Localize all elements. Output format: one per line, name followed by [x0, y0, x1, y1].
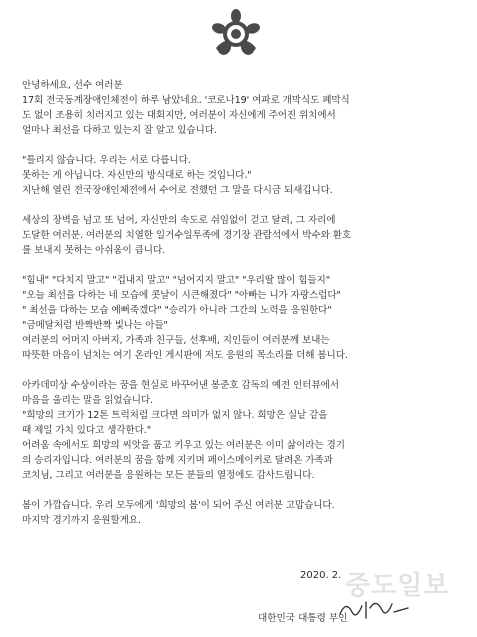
- paragraph-line: 세상의 장벽을 넘고 또 넘어, 자신만의 속도로 쉬임없이 걷고 달려, 그 자리에: [22, 215, 336, 226]
- paragraph-line: 도달한 여러분. 여러분의 치열한 일거수일투족에 경기장 관람석에서 박수와 환호: [22, 230, 352, 241]
- paragraph-line: 때 제일 가치 있다고 생각한다.": [22, 425, 152, 436]
- paragraph-line: 17회 전국동계장애인체전이 하루 남았네요. '코로나19' 여파로 개막식도 폐막식: [22, 95, 350, 106]
- presidential-seal-icon: [210, 8, 262, 60]
- paragraph-line: 도 없이 조용히 치러지고 있는 대회지만, 여러분이 자신에게 주어진 위치에서: [22, 110, 336, 121]
- paragraph-line: "틀리지 않습니다. 우리는 서로 다릅니다.: [22, 155, 191, 166]
- paragraph-line: 따뜻한 마음이 넘치는 여기 온라인 게시판에 저도 응원의 목소리를 더해 봅니다.: [22, 350, 348, 361]
- greeting: 안녕하세요, 선수 여러분: [22, 80, 123, 91]
- paragraph-line: 지난해 열린 전국장애인체전에서 수어로 전했던 그 말을 다시금 되새깁니다.: [22, 185, 333, 196]
- letter-body: [22, 78, 462, 528]
- paragraph-line: " 최선을 다하는 모습 예뻐죽겠다" "승리가 아니라 그간의 노력을 응원한다": [22, 305, 332, 316]
- paragraph-line: 마음을 울리는 말을 읽었습니다.: [22, 395, 153, 406]
- sender-title: 대한민국 대통령 부인: [258, 613, 348, 624]
- paragraph-line: "희망의 크기가 12톤 트럭처럼 크다면 의미가 없지 않나. 희망은 실낱 같을: [22, 410, 328, 421]
- paragraph-4: [22, 273, 462, 363]
- paragraph-line: "금메달처럼 반짝반짝 빛나는 아들": [22, 320, 168, 331]
- paragraph-line: 봄이 가깝습니다. 우리 모두에게 '희망의 봄'이 되어 주신 여러분 고맙습니다.: [22, 500, 335, 511]
- handwritten-signature: [336, 594, 416, 624]
- paragraph-line: 못하는 게 아닙니다. 자신만의 방식대로 하는 것입니다.": [22, 170, 252, 181]
- paragraph-line: 마지막 경기까지 응원할게요.: [22, 515, 141, 526]
- paragraph-line: "힘내" "다치지 말고" "겁내지 말고" "넘어지지 말고" "우리딸 많이 힘들지": [22, 275, 331, 286]
- paragraph-6: [22, 498, 462, 528]
- paragraph-2: [22, 153, 462, 198]
- paragraph-line: 아카데미상 수상이라는 꿈을 현실로 바꾸어낸 봉준호 감독의 예전 인터뷰에서: [22, 380, 339, 391]
- paragraph-line: 의 승리자입니다. 여러분의 꿈을 함께 지키며 페이스메이커로 달려온 가족과: [22, 455, 333, 466]
- newspaper-watermark: 중도일보: [345, 571, 450, 601]
- letter-date: 2020. 2.: [300, 570, 342, 581]
- paragraph-line: 를 보내지 못하는 아쉬움이 큽니다.: [22, 245, 166, 256]
- paragraph-1: [22, 93, 462, 138]
- paragraph-line: "오늘 최선을 다하는 네 모습에 콧날이 시큰해졌다" "아빠는 니가 자랑스럽다": [22, 290, 341, 301]
- paragraph-5: [22, 378, 462, 483]
- paragraph-line: 여러분의 어머지 아버지, 가족과 친구들, 선후배, 지인들이 여러분께 보내는: [22, 335, 330, 346]
- paragraph-line: 얼마나 최선을 다하고 있는지 잘 알고 있습니다.: [22, 125, 217, 136]
- paragraph-line: 코치님, 그리고 여러분을 응원하는 모든 분들의 열정에도 감사드립니다.: [22, 470, 315, 481]
- paragraph-3: [22, 213, 462, 258]
- paragraph-line: 어려움 속에서도 희망의 씨앗을 품고 키우고 있는 여러분은 이미 삶이라는 경기: [22, 440, 345, 451]
